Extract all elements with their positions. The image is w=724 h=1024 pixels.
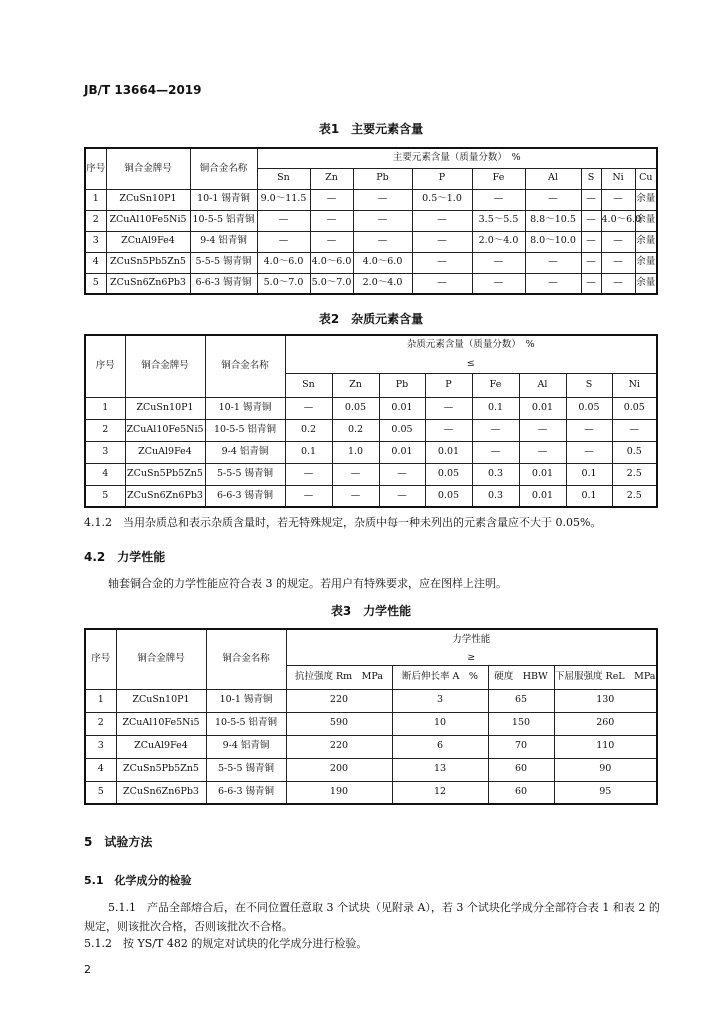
table1-cell: — — [581, 210, 601, 231]
table1-cell: — — [601, 189, 635, 210]
table1-header-name: 铜合金名称 — [190, 148, 257, 189]
para-4-2: 轴套铜合金的力学性能应符合表 3 的规定。若用户有特殊要求，应在图样上注明。 — [108, 577, 507, 590]
table3-cell: 13 — [392, 758, 488, 781]
table1-cell: — — [412, 273, 472, 294]
table2-cell: — — [332, 463, 379, 485]
table2-row — [85, 441, 657, 463]
table3-cell: 220 — [286, 689, 392, 712]
table1-cell: — — [310, 189, 353, 210]
table1-cell: — — [353, 231, 412, 252]
table1-cell: 10-1 锡青铜 — [190, 189, 257, 210]
table1-cell: 1 — [85, 189, 106, 210]
table2-cell: 2 — [85, 419, 125, 441]
table2-cell: 0.01 — [379, 441, 425, 463]
table3-cell: 3 — [85, 735, 116, 758]
table3-cell: 70 — [488, 735, 554, 758]
table2-cell: — — [612, 419, 657, 441]
table2-row — [85, 397, 657, 419]
table2-element-header: Ni — [612, 373, 657, 397]
table2-header-group: 杂质元素含量（质量分数） % — [285, 335, 657, 355]
table2-element-header: Al — [519, 373, 566, 397]
table1-cell: 4.0～6.0 — [353, 252, 412, 273]
table1-element-header: Pb — [353, 168, 412, 189]
table1-cell: — — [257, 210, 310, 231]
table3-cell: 65 — [488, 689, 554, 712]
table1-cell: — — [310, 210, 353, 231]
table2-element-header: Pb — [379, 373, 425, 397]
table3-row — [85, 781, 657, 804]
table1-cell: ZCuSn6Zn6Pb3 — [106, 273, 190, 294]
table1-cell: 5.0～7.0 — [310, 273, 353, 294]
table2-cell: 0.05 — [425, 485, 472, 507]
table1-header-group: 主要元素含量（质量分数） % — [257, 148, 657, 168]
table1-cell: 余量 — [635, 231, 657, 252]
table2-cell: — — [332, 485, 379, 507]
table1-cell: 2.0～4.0 — [353, 273, 412, 294]
table1-cell: — — [601, 231, 635, 252]
table2-element-header: Sn — [285, 373, 332, 397]
table3-cell: ZCuAl9Fe4 — [116, 735, 206, 758]
table2-row — [85, 485, 657, 507]
table1-element-header: Cu — [635, 168, 657, 189]
table2-cell: 0.05 — [379, 419, 425, 441]
table2-cell: 10-1 锡青铜 — [205, 397, 285, 419]
table1-element-header: P — [412, 168, 472, 189]
table2-header-seq: 序号 — [85, 335, 125, 397]
table2-cell: 0.01 — [519, 485, 566, 507]
table2-cell: ZCuSn10P1 — [125, 397, 205, 419]
table3-header-grade: 铜合金牌号 — [116, 629, 206, 689]
table1-element-header: Al — [525, 168, 581, 189]
table1-element-header: Sn — [257, 168, 310, 189]
table2-cell: 0.1 — [566, 485, 612, 507]
table2-cell: 5-5-5 锡青铜 — [205, 463, 285, 485]
table2-element-header: P — [425, 373, 472, 397]
clause-5-1-2: 5.1.2 按 YS/T 482 的规定对试块的化学成分进行检验。 — [84, 937, 368, 950]
table2-cell: 0.05 — [566, 397, 612, 419]
table2-cell: — — [379, 463, 425, 485]
table2-cell: 2.5 — [612, 485, 657, 507]
table1-cell: — — [601, 252, 635, 273]
table1-header-grade: 铜合金牌号 — [106, 148, 190, 189]
table3-cell: 5-5-5 锡青铜 — [206, 758, 286, 781]
table1-cell: 9.0～11.5 — [257, 189, 310, 210]
table1-main-elements — [84, 147, 658, 295]
table1-cell: 5 — [85, 273, 106, 294]
table3-cell: 5 — [85, 781, 116, 804]
table1-row — [85, 252, 657, 273]
table2-cell: 0.01 — [425, 441, 472, 463]
table3-cell: 10 — [392, 712, 488, 735]
table3-property-header: 断后伸长率 A % — [392, 665, 488, 689]
table1-cell: — — [472, 273, 525, 294]
table2-cell: 0.3 — [472, 485, 519, 507]
table2-cell: 0.01 — [379, 397, 425, 419]
table3-cell: 6 — [392, 735, 488, 758]
table1-cell: — — [257, 231, 310, 252]
table1-cell: — — [525, 273, 581, 294]
table2-header-le: ≤ — [285, 355, 657, 373]
table3-row — [85, 758, 657, 781]
table1-cell: — — [310, 231, 353, 252]
table1-cell: — — [472, 252, 525, 273]
table2-element-header: Fe — [472, 373, 519, 397]
table2-cell: 6-6-3 锡青铜 — [205, 485, 285, 507]
table3-cell: 150 — [488, 712, 554, 735]
table1-cell: — — [525, 189, 581, 210]
table2-cell: 0.05 — [425, 463, 472, 485]
table3-row — [85, 735, 657, 758]
table3-caption: 表3 力学性能 — [330, 604, 412, 618]
table1-cell: 2.0～4.0 — [472, 231, 525, 252]
table3-cell: 130 — [554, 689, 657, 712]
table1-caption: 表1 主要元素含量 — [318, 122, 424, 136]
table2-cell: — — [519, 441, 566, 463]
table1-row — [85, 273, 657, 294]
table2-cell: 0.1 — [285, 441, 332, 463]
table1-cell: — — [581, 189, 601, 210]
table2-cell: — — [425, 419, 472, 441]
table3-header-name: 铜合金名称 — [206, 629, 286, 689]
table3-cell: 200 — [286, 758, 392, 781]
table2-cell: 9-4 铝青铜 — [205, 441, 285, 463]
table2-impurity-elements — [84, 334, 658, 508]
page-number: 2 — [84, 963, 91, 976]
table1-cell: 5-5-5 锡青铜 — [190, 252, 257, 273]
table1-cell: — — [601, 273, 635, 294]
table3-cell: ZCuAl10Fe5Ni5 — [116, 712, 206, 735]
clause-5-1-1: 5.1.1 产品全部熔合后，在不同位置任意取 3 个试块（见附录 A），若 3 个试块化学成分全部符合表 1 和表 2 的规定，则该批次合格，否则该批次不合格。 — [84, 901, 660, 933]
table2-cell: 0.1 — [566, 463, 612, 485]
table1-cell: — — [581, 273, 601, 294]
table1-cell: — — [412, 210, 472, 231]
table3-cell: 60 — [488, 781, 554, 804]
table1-cell: 余量 — [635, 189, 657, 210]
table3-cell: 2 — [85, 712, 116, 735]
table2-caption: 表2 杂质元素含量 — [318, 312, 424, 326]
table3-cell: 9-4 铝青铜 — [206, 735, 286, 758]
table2-cell: 3 — [85, 441, 125, 463]
table2-cell: ZCuAl10Fe5Ni5 — [125, 419, 205, 441]
table2-cell: ZCuSn5Pb5Zn5 — [125, 463, 205, 485]
table2-cell: 0.3 — [472, 463, 519, 485]
table1-element-header: Fe — [472, 168, 525, 189]
table1-cell: ZCuSn10P1 — [106, 189, 190, 210]
table2-cell: 2.5 — [612, 463, 657, 485]
table3-property-header: 抗拉强度 Rm MPa — [286, 665, 392, 689]
table3-property-header: 硬度 HBW — [488, 665, 554, 689]
table2-cell: 0.5 — [612, 441, 657, 463]
table1-cell: 0.5～1.0 — [412, 189, 472, 210]
table3-header-ge: ≥ — [286, 651, 657, 665]
table1-cell: ZCuSn5Pb5Zn5 — [106, 252, 190, 273]
table2-cell: 1.0 — [332, 441, 379, 463]
table2-cell: 1 — [85, 397, 125, 419]
table2-cell: — — [285, 463, 332, 485]
table2-cell: ZCuSn6Zn6Pb3 — [125, 485, 205, 507]
table1-row — [85, 189, 657, 210]
table2-cell: 5 — [85, 485, 125, 507]
table3-property-header: 下屈服强度 ReL MPa — [554, 665, 657, 689]
table2-row — [85, 419, 657, 441]
table1-cell: 4 — [85, 252, 106, 273]
table2-cell: — — [519, 419, 566, 441]
table1-cell: 余量 — [635, 252, 657, 273]
table1-element-header: Zn — [310, 168, 353, 189]
table1-cell: 4.0～6.0 — [601, 210, 635, 231]
standard-number: JB/T 13664—2019 — [84, 83, 202, 97]
table2-row — [85, 463, 657, 485]
table2-header-grade: 铜合金牌号 — [125, 335, 205, 397]
table2-cell: 4 — [85, 463, 125, 485]
table3-cell: 12 — [392, 781, 488, 804]
table2-cell: — — [379, 485, 425, 507]
table1-cell: 8.0～10.0 — [525, 231, 581, 252]
table3-cell: 6-6-3 锡青铜 — [206, 781, 286, 804]
table1-cell: 3.5～5.5 — [472, 210, 525, 231]
table3-cell: 10-1 锡青铜 — [206, 689, 286, 712]
heading-4-2: 4.2 力学性能 — [84, 550, 166, 564]
table1-cell: 6-6-3 锡青铜 — [190, 273, 257, 294]
table2-cell: — — [425, 397, 472, 419]
table2-cell: — — [472, 441, 519, 463]
table1-cell: — — [353, 189, 412, 210]
table2-cell: — — [472, 419, 519, 441]
table3-cell: 60 — [488, 758, 554, 781]
table1-row — [85, 210, 657, 231]
table2-cell: — — [285, 485, 332, 507]
table2-cell: — — [566, 419, 612, 441]
table3-row — [85, 689, 657, 712]
table2-cell: 0.01 — [519, 397, 566, 419]
table3-cell: ZCuSn10P1 — [116, 689, 206, 712]
table3-row — [85, 712, 657, 735]
table1-element-header: S — [581, 168, 601, 189]
table2-cell: ZCuAl9Fe4 — [125, 441, 205, 463]
table2-element-header: Zn — [332, 373, 379, 397]
table1-cell: 余量 — [635, 273, 657, 294]
heading-5: 5 试验方法 — [84, 835, 153, 849]
table1-cell: 3 — [85, 231, 106, 252]
table1-cell: — — [581, 252, 601, 273]
table1-cell: ZCuAl9Fe4 — [106, 231, 190, 252]
table2-header-name: 铜合金名称 — [205, 335, 285, 397]
table1-row — [85, 231, 657, 252]
table2-cell: — — [285, 397, 332, 419]
table3-cell: 190 — [286, 781, 392, 804]
table3-cell: 220 — [286, 735, 392, 758]
table3-cell: ZCuSn5Pb5Zn5 — [116, 758, 206, 781]
table3-cell: 1 — [85, 689, 116, 712]
table3-cell: 90 — [554, 758, 657, 781]
table1-element-header: Ni — [601, 168, 635, 189]
table1-cell: — — [412, 231, 472, 252]
table3-cell: ZCuSn6Zn6Pb3 — [116, 781, 206, 804]
table2-cell: 0.01 — [519, 463, 566, 485]
table1-cell: — — [525, 252, 581, 273]
table1-header-seq: 序号 — [85, 148, 106, 189]
table1-cell: 5.0～7.0 — [257, 273, 310, 294]
table1-cell: 2 — [85, 210, 106, 231]
table3-cell: 10-5-5 铝青铜 — [206, 712, 286, 735]
table3-header-seq: 序号 — [85, 629, 116, 689]
table3-cell: 95 — [554, 781, 657, 804]
table1-cell: ZCuAl10Fe5Ni5 — [106, 210, 190, 231]
table1-cell: 4.0～6.0 — [257, 252, 310, 273]
table2-cell: 0.05 — [332, 397, 379, 419]
table1-cell: — — [353, 210, 412, 231]
table3-mechanical-properties — [84, 628, 658, 805]
table1-cell: 10-5-5 铝青铜 — [190, 210, 257, 231]
table3-cell: 4 — [85, 758, 116, 781]
table2-cell: — — [566, 441, 612, 463]
table1-cell: 9-4 铝青铜 — [190, 231, 257, 252]
table3-cell: 110 — [554, 735, 657, 758]
table3-cell: 590 — [286, 712, 392, 735]
table1-cell: 余量 — [635, 210, 657, 231]
table2-cell: 0.05 — [612, 397, 657, 419]
table1-cell: 8.8～10.5 — [525, 210, 581, 231]
table3-header-group: 力学性能 — [286, 629, 657, 651]
table3-cell: 3 — [392, 689, 488, 712]
table3-cell: 260 — [554, 712, 657, 735]
heading-5-1: 5.1 化学成分的检验 — [84, 874, 192, 887]
table1-cell: — — [412, 252, 472, 273]
table2-element-header: S — [566, 373, 612, 397]
table2-cell: 0.1 — [472, 397, 519, 419]
table2-cell: 0.2 — [332, 419, 379, 441]
table1-cell: — — [581, 231, 601, 252]
table1-cell: — — [472, 189, 525, 210]
table2-cell: 10-5-5 铝青铜 — [205, 419, 285, 441]
table1-cell: 4.0～6.0 — [310, 252, 353, 273]
clause-4-1-2: 4.1.2 当用杂质总和表示杂质含量时，若无特殊规定，杂质中每一种未列出的元素含量应不大于 0.05%。 — [84, 516, 602, 529]
table2-cell: 0.2 — [285, 419, 332, 441]
